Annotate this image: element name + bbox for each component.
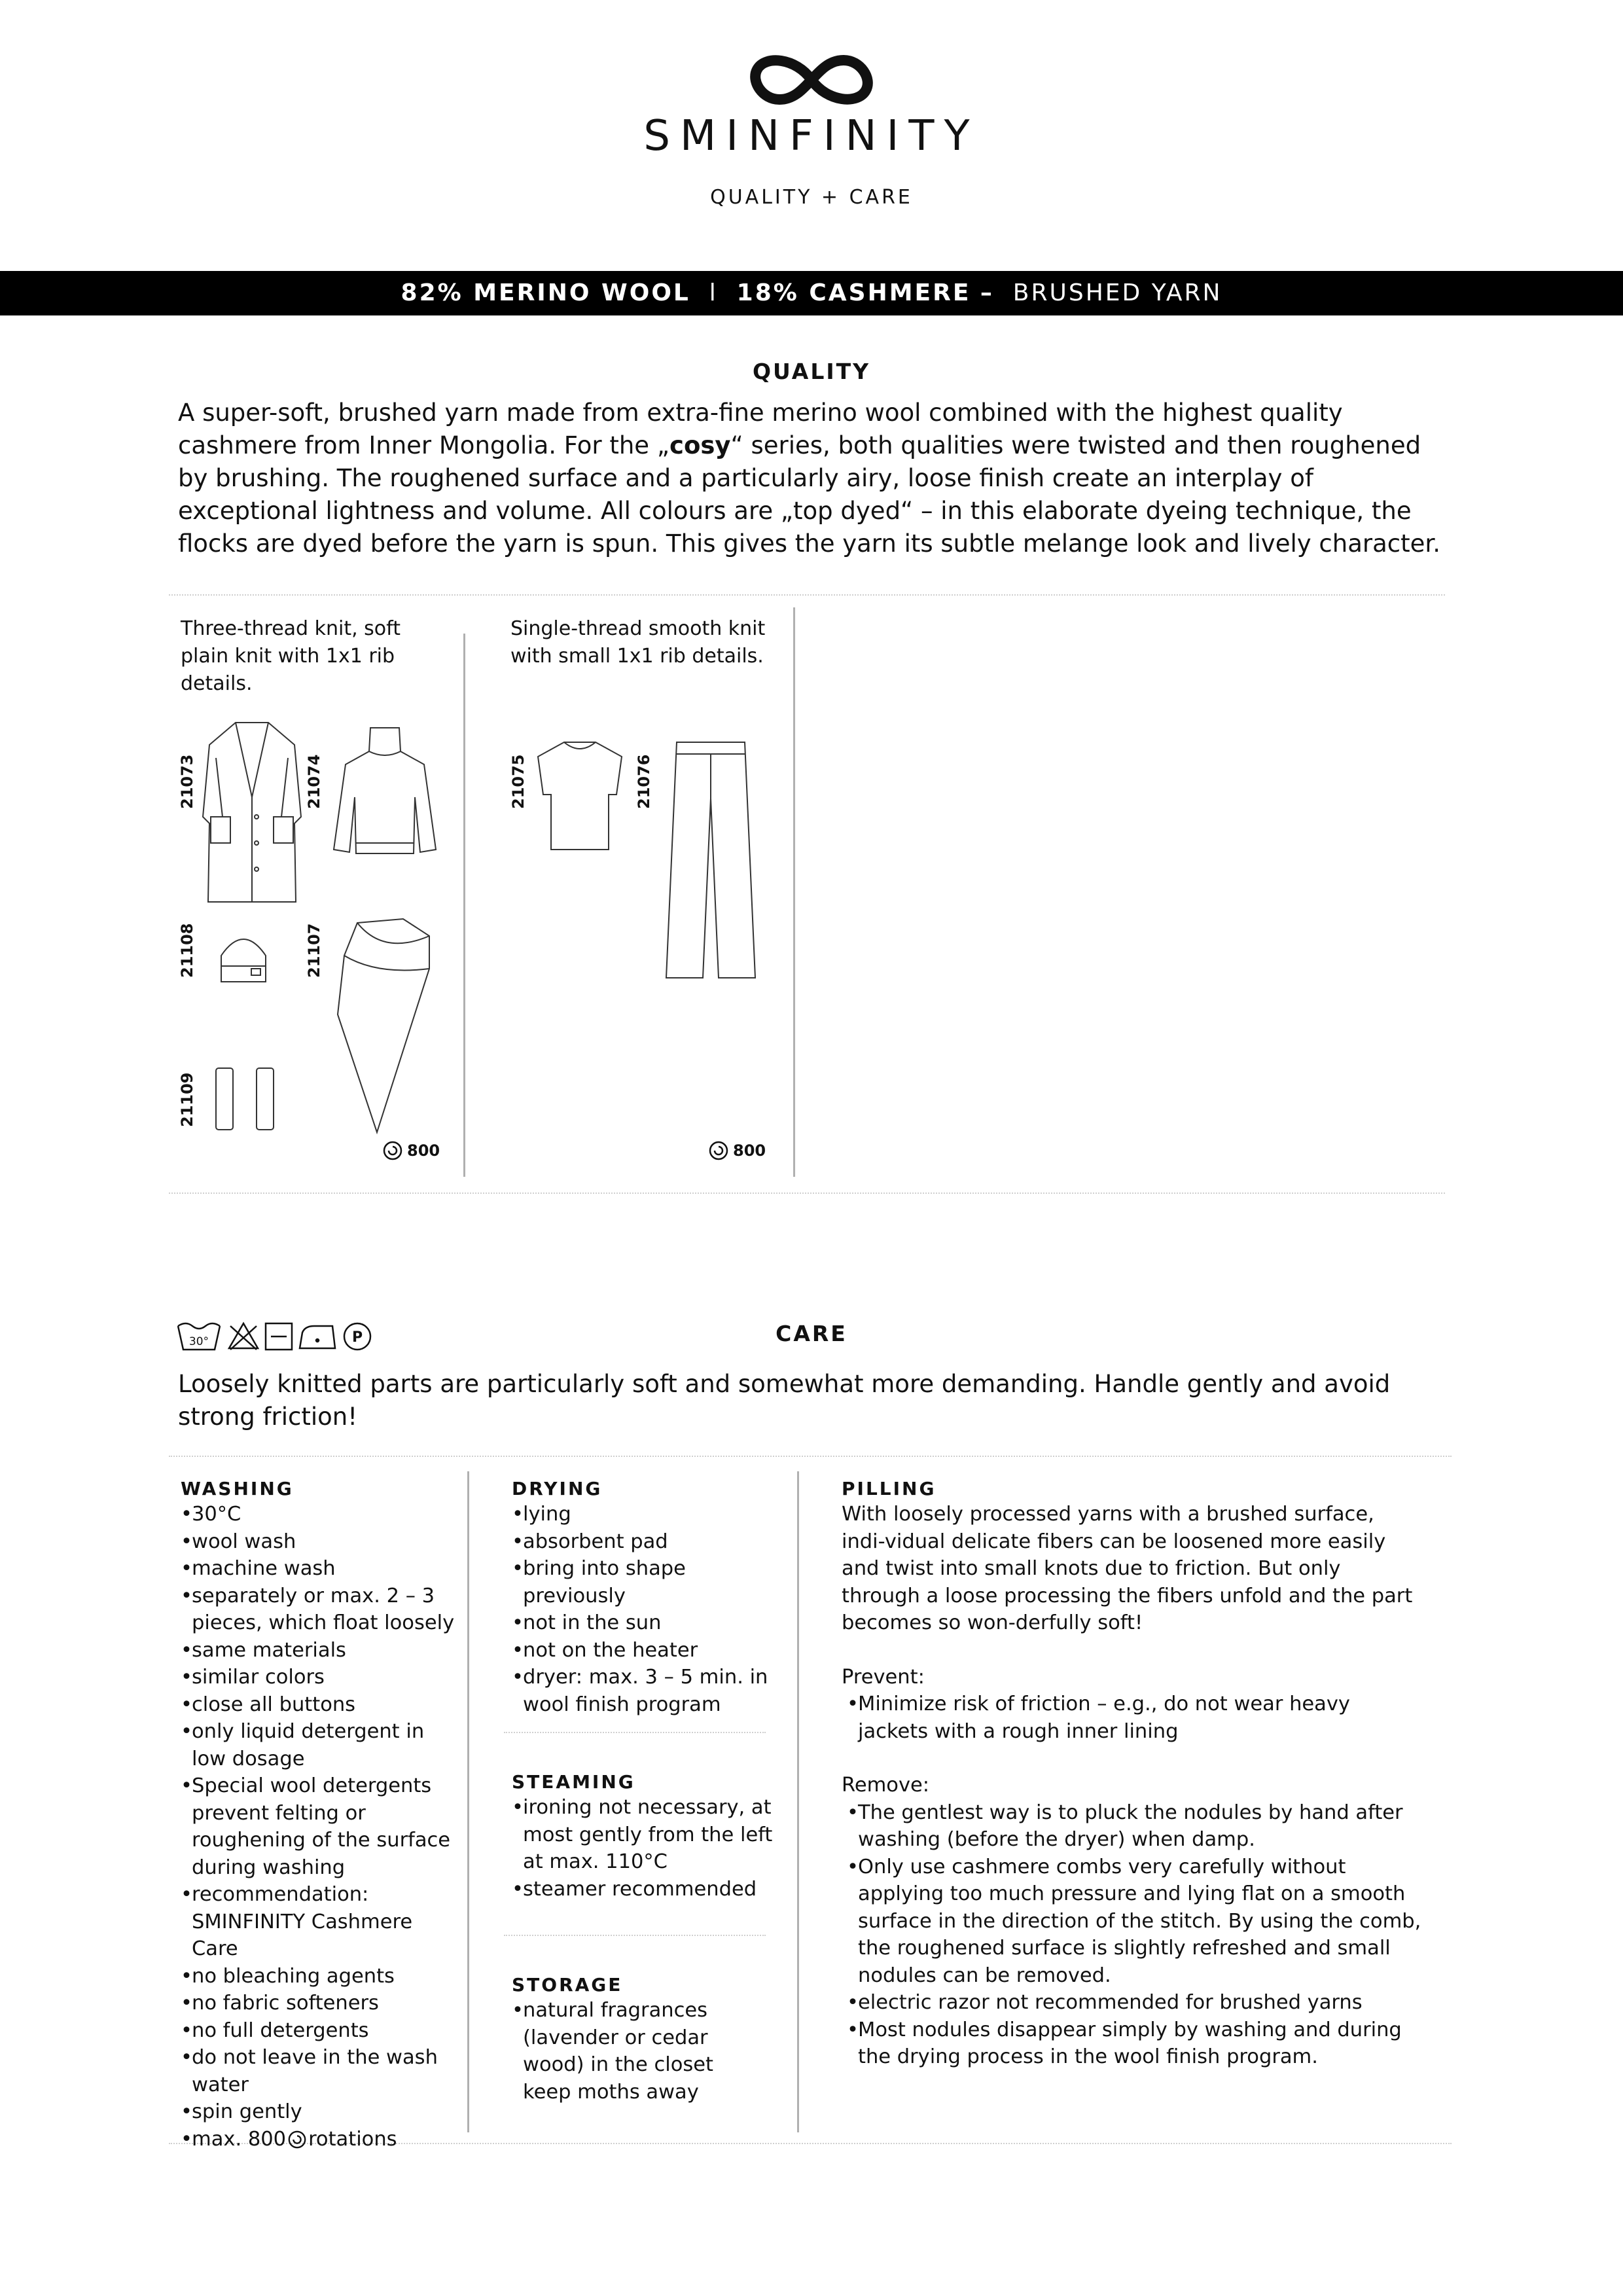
professional-care-letter: P [351,1329,363,1346]
pattern-code-21076: 21076 [635,754,653,809]
drying-item: • not on the heater [512,1637,787,1664]
divider-care-top [169,1456,1452,1457]
tshirt-illustration [535,740,624,852]
pattern-code-21074: 21074 [305,754,323,809]
steaming-heading: STEAMING [512,1771,635,1793]
washing-item: • machine wash [181,1555,455,1583]
prevent-item: • Minimize risk of friction – e.g., do not wear heavy jackets with a rough inner lining [847,1691,1424,1745]
prevent-heading: Prevent: [842,1665,925,1689]
divider-top [169,594,1445,596]
wrist-warmers-illustration [209,1067,281,1132]
pattern-group-1-description: Three-thread knit, soft plain knit with 1x1 rib details. [181,617,401,695]
pattern-group-2-description: Single-thread smooth knit with small 1x1 rib details. [510,617,766,668]
remove-heading: Remove: [842,1774,930,1797]
composition-cashmere: 18% CASHMERE [736,279,971,306]
divider-steaming [504,1935,766,1936]
washing-item: • wool wash [181,1528,455,1556]
pilling-description: With loosely processed yarns with a brushed surface, indi-vidual delicate fibers can be loosened more easily and twist into small knots due to friction. But only through a loose processing the fibers unfold and the part becomes so won-derfully soft! [842,1503,1413,1634]
washing-item: • no fabric softeners [181,1990,455,2017]
washing-item: • recommendation: SMINFINITY Cashmere Care [181,1881,455,1963]
spin-icon [708,1140,729,1161]
composition-merino: 82% MERINO WOOL [401,279,690,306]
spin-icon [287,2130,307,2149]
brand-name: SMINFINITY [643,112,980,160]
rotations-value-group-2: 800 [733,1141,766,1160]
pattern-code-21108: 21108 [178,923,196,978]
pilling-heading: PILLING [842,1478,936,1499]
storage-item: • natural fragrances (lavender or cedar wood) in the closet keep moths away [512,1997,760,2106]
washing-item: • no bleaching agents [181,1963,455,1990]
rotations-value-group-1: 800 [407,1141,440,1160]
washing-item: • spin gently [181,2098,455,2126]
washing-item: • do not leave in the wash water [181,2044,455,2098]
brand-tagline: QUALITY + CARE [710,186,913,209]
pattern-code-21107: 21107 [305,923,323,978]
drying-section [512,1478,787,1718]
washing-heading: WASHING [181,1478,294,1499]
quality-text-part-b: “ series, both qualities were twisted and then roughened by brushing. The roughened surface and a particularly airy, loose finish create an interplay of exceptional lightness and volume. All colours are „top dyed“ – in this elaborate dyeing technique, the flocks are dyed before the yarn is spun. This gives the yarn its subtle melange look and lively character. [178,431,1440,558]
remove-item: • electric razor not recommended for brushed yarns [847,1989,1424,2017]
coat-illustration [196,719,308,908]
quality-heading: QUALITY [752,359,871,384]
composition-dash: – [980,279,994,306]
divider-drying [504,1732,766,1733]
rotations-indicator-group-2 [708,1140,766,1161]
drying-heading: DRYING [512,1478,603,1499]
composition-yarn-type: BRUSHED YARN [1012,279,1222,306]
pilling-section [842,1478,1424,2071]
pants-illustration [664,740,758,980]
sweater-illustration [332,725,437,863]
hat-illustration [216,929,271,986]
infinity-logo-icon [740,47,883,113]
washing-item: • close all buttons [181,1691,455,1719]
drying-item: • absorbent pad [512,1528,787,1556]
steaming-item: • steamer recommended [512,1876,787,1903]
care-column-divider-2 [797,1471,799,2132]
washing-item-rotations [181,2126,455,2153]
pattern-code-21075: 21075 [509,754,527,809]
drying-item: • lying [512,1501,787,1528]
remove-item: • Most nodules disappear simply by washing and during the drying process in the wool finish program. [847,2017,1424,2071]
remove-item: • The gentlest way is to pluck the nodules by hand after washing (before the dryer) when damp. [847,1799,1424,1854]
rotations-prefix: max. 800 [192,2127,287,2151]
pattern-code-21109: 21109 [178,1072,196,1127]
washing-item: • separately or max. 2 – 3 pieces, which float loosely [181,1583,455,1637]
divider-bottom [169,1193,1445,1194]
steaming-section [512,1771,787,1903]
shawl-illustration [331,916,436,1139]
washing-item: • only liquid detergent in low dosage [181,1718,455,1772]
spin-icon [382,1140,403,1161]
storage-section [512,1974,760,2106]
storage-heading: STORAGE [512,1974,623,1996]
steaming-item: • ironing not necessary, at most gently from the left at max. 110°C [512,1794,787,1876]
washing-item: • no full detergents [181,2017,455,2045]
quality-series-name: cosy [669,431,731,459]
drying-item: • dryer: max. 3 – 5 min. in wool finish program [512,1664,787,1718]
rotations-indicator-group-1 [382,1140,440,1161]
washing-item: • 30°C [181,1501,455,1528]
quality-description [178,397,1454,560]
drying-item: • not in the sun [512,1609,787,1637]
quality-text-part-a: A super-soft, brushed yarn made from extra-fine merino wool combined with the highest quality cashmere from Inner Mongolia. For the „ [178,399,1343,459]
washing-item: • same materials [181,1637,455,1664]
pattern-code-21073: 21073 [178,754,196,809]
washing-section [181,1478,455,2153]
care-column-divider-1 [467,1471,469,2132]
remove-item: • Only use cashmere combs very carefully without applying too much pressure and lying flat on a smooth surface in the direction of the stitch. By using the comb, the roughened surface is slightly refreshed and small nodules can be removed. [847,1854,1424,1990]
column-divider-2 [793,607,795,1177]
column-divider-1 [463,634,465,1177]
care-intro: Loosely knitted parts are particularly soft and somewhat more demanding. Handle gently and avoid strong friction! [178,1370,1391,1431]
washing-item: • Special wool detergents prevent felting or roughening of the surface during washing [181,1772,455,1881]
composition-separator: l [709,279,718,306]
drying-item: • bring into shape previously [512,1555,787,1609]
rotations-suffix: rotations [308,2127,397,2151]
washing-item: • similar colors [181,1664,455,1691]
care-heading: CARE [776,1321,847,1346]
wash-temperature-symbol: 30° [188,1335,209,1348]
composition-banner [0,271,1623,315]
